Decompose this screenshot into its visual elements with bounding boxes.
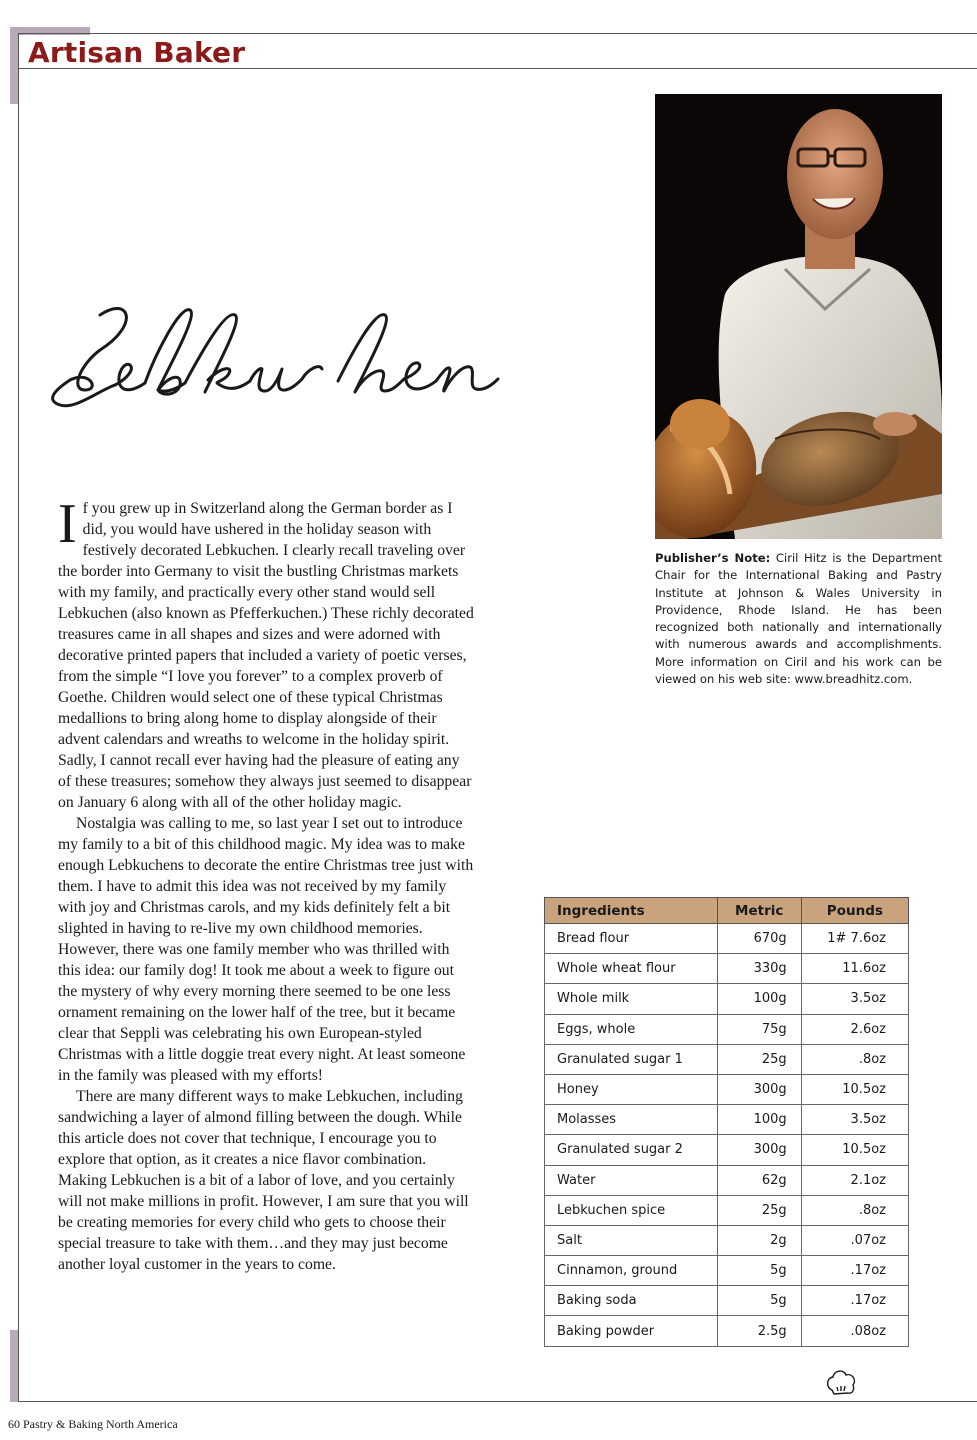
table-row [545, 1165, 909, 1195]
pounds-cell: .08oz [801, 1316, 908, 1346]
ingredient-cell: Granulated sugar 1 [545, 1044, 718, 1074]
metric-cell: 300g [717, 1135, 801, 1165]
metric-cell: 300g [717, 1074, 801, 1104]
pounds-cell: 10.5oz [801, 1074, 908, 1104]
frame-accent-left-bottom [10, 1330, 18, 1402]
table-row [545, 924, 909, 954]
ingredient-cell: Whole milk [545, 984, 718, 1014]
ingredient-cell: Eggs, whole [545, 1014, 718, 1044]
metric-cell: 100g [717, 984, 801, 1014]
article-title-script [40, 295, 500, 425]
table-row [545, 1105, 909, 1135]
metric-cell: 2g [717, 1225, 801, 1255]
top-rule [18, 33, 977, 34]
ingredient-cell: Granulated sugar 2 [545, 1135, 718, 1165]
pounds-cell: .17oz [801, 1286, 908, 1316]
table-row [545, 1256, 909, 1286]
frame-accent-left [10, 27, 18, 104]
paragraph-1-text: f you grew up in Switzerland along the German border as I did, you would have ushered in the holiday season with festively decorated Lebkuchen. I clearly recall traveling over the border into Germany to visit the bustling Christmas markets with my family, and practically every other stand would sell Lebkuchen (also known as Pfefferkuchen.) These richly decorated treasures came in all shapes and sizes and were adorned with decorative printed papers that included a variety of poetic verses, from the simple “I love you forever” to a complex proverb of Goethe. Children would select one of these typical Christmas medallions to bring along home to display alongside of their advent calendars and wreaths to welcome in the holiday spirit. Sadly, I cannot recall ever having had the pleasure of eating any of these treasures; somehow they always just seemed to disappear on January 6 along with all of the other holiday magic. [58, 500, 474, 811]
pounds-cell: 2.1oz [801, 1165, 908, 1195]
paragraph-2: Nostalgia was calling to me, so last year I set out to introduce my family to a bit of this childhood magic. My idea was to make enough Lebkuchens to decorate the entire Christmas tree just with them. I have to admit this idea was not received by my family with joy and Christmas carols, and my kids definitely felt a bit slighted in having to re-live my own childhood memories. However, there was one family member who was thrilled with this idea: our family dog! It took me about a week to figure out the mystery of why every morning there seemed to be one less ornament remaining on the lower half of the tree, but it became clear that Seppli was celebrating his own European-styled Christmas with a little doggie treat every night. At least someone in the family was pleased with my efforts! [58, 815, 474, 1084]
metric-cell: 5g [717, 1286, 801, 1316]
article-body [58, 493, 476, 1275]
drop-cap: I [58, 493, 77, 555]
ingredient-cell: Baking powder [545, 1316, 718, 1346]
chef-photo [655, 94, 942, 539]
metric-cell: 25g [717, 1044, 801, 1074]
section-title: Artisan Baker [28, 36, 246, 69]
metric-cell: 75g [717, 1014, 801, 1044]
recipe-table [544, 897, 909, 1347]
pounds-cell: 10.5oz [801, 1135, 908, 1165]
pounds-cell: .17oz [801, 1256, 908, 1286]
ingredient-cell: Cinnamon, ground [545, 1256, 718, 1286]
column-header-pounds: Pounds [801, 898, 908, 924]
column-header-ingredients: Ingredients [545, 898, 718, 924]
pounds-cell: 11.6oz [801, 954, 908, 984]
pounds-cell: .8oz [801, 1195, 908, 1225]
ingredient-cell: Salt [545, 1225, 718, 1255]
ingredient-cell: Water [545, 1165, 718, 1195]
paragraph-3: There are many different ways to make Lebkuchen, including sandwiching a layer of almond filling between the dough. While this article does not cover that technique, I encourage you to explore that option, as it creates a nice flavor combination. Making Lebkuchen is a bit of a labor of love, and you certainly will not make millions in profit. However, I am sure that you will be creating memories for every child who gets to choose their special treasure to take with them…and they may just become another loyal customer in the years to come. [58, 1088, 469, 1273]
ingredient-cell: Molasses [545, 1105, 718, 1135]
left-rule [18, 34, 19, 1402]
metric-cell: 100g [717, 1105, 801, 1135]
chef-hat-icon [824, 1366, 858, 1398]
metric-cell: 25g [717, 1195, 801, 1225]
ingredient-cell: Whole wheat flour [545, 954, 718, 984]
table-header-row [545, 898, 909, 924]
pounds-cell: .8oz [801, 1044, 908, 1074]
table-row [545, 1195, 909, 1225]
metric-cell: 330g [717, 954, 801, 984]
table-row [545, 1316, 909, 1346]
metric-cell: 2.5g [717, 1316, 801, 1346]
metric-cell: 670g [717, 924, 801, 954]
ingredient-cell: Honey [545, 1074, 718, 1104]
metric-cell: 5g [717, 1256, 801, 1286]
table-row [545, 1225, 909, 1255]
paragraph-1 [58, 493, 476, 813]
ingredient-cell: Lebkuchen spice [545, 1195, 718, 1225]
publisher-note-text: Ciril Hitz is the Department Chair for the International Baking and Pastry Institute at Johnson & Wales University in Providence, Rhode Island. He has been recognized both nationally and internationally with numerous awards and accomplishments. More information on Ciril and his work can be viewed on his web site: www.breadhitz.com. [655, 551, 942, 687]
table-row [545, 954, 909, 984]
metric-cell: 62g [717, 1165, 801, 1195]
pounds-cell: 2.6oz [801, 1014, 908, 1044]
table-row [545, 984, 909, 1014]
page-footer: 60 Pastry & Baking North America [8, 1417, 178, 1431]
pounds-cell: 1# 7.6oz [801, 924, 908, 954]
table-row [545, 1044, 909, 1074]
table-row [545, 1074, 909, 1104]
publisher-note [655, 550, 942, 688]
table-row [545, 1014, 909, 1044]
bottom-rule [18, 1401, 977, 1402]
pounds-cell: 3.5oz [801, 1105, 908, 1135]
ingredient-cell: Baking soda [545, 1286, 718, 1316]
chef-photo-illustration [655, 94, 942, 539]
column-header-metric: Metric [717, 898, 801, 924]
table-row [545, 1135, 909, 1165]
publisher-note-label: Publisher’s Note: [655, 551, 771, 565]
pounds-cell: 3.5oz [801, 984, 908, 1014]
table-row [545, 1286, 909, 1316]
ingredient-cell: Bread flour [545, 924, 718, 954]
pounds-cell: .07oz [801, 1225, 908, 1255]
